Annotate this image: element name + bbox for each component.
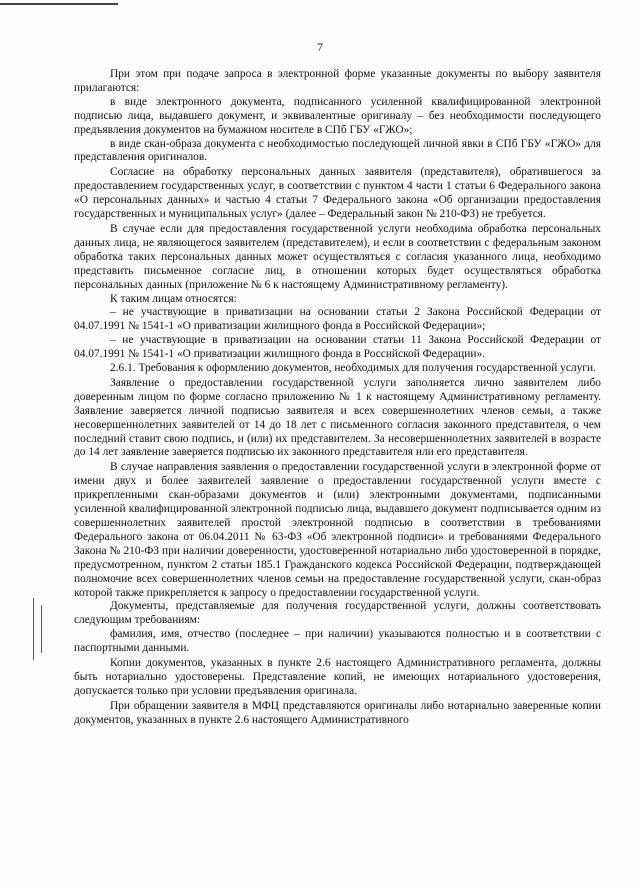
paragraph: в виде скан-образа документа с необходимостью последующей личной явки в СПб ГБУ «ГЖО» для представления оригиналов.	[74, 137, 601, 164]
margin-mark	[33, 598, 34, 660]
paragraph: Заявление о предоставлении государственной услуги заполняется лично заявителем либо доверенным лицом по форме согласно приложению № 1 к настоящему Административному регламенту. Заявление заверяется личной подписью заявителя и всех совершеннолетних членов семьи, а также несовершеннолетних заявителей от 14 до 18 лет с письменного согласия законного представителя, о чем последний ставит свою подпись, и (или) их представителем. За несовершеннолетних заявителей в возрасте до 14 лет заявление заверяется подписью их законного представителя или его представителя.	[74, 376, 601, 459]
paragraph: При обращении заявителя в МФЦ представляются оригиналы либо нотариально заверенные копии документов, указанных в пункте 2.6 настоящего Административного	[74, 699, 601, 726]
paragraph: фамилия, имя, отчество (последнее – при наличии) указываются полностью и в соответствии с паспортными данными.	[74, 628, 601, 655]
paragraph: В случае направления заявления о предоставлении государственной услуги в электронной форме от имени двух и более заявителей заявление о предоставлении государственной услуги вместе с прикрепленными скан-образами документов и (или) электронными документами, подписанными усиленной квалифицированной электронной подписью лица, выдавшего документ подписывается одним из совершеннолетних заявителей простой электронной подписью в соответствии в требованиями Федерального закона от 06.04.2011 № 63-ФЗ «Об электронной подписи» и требованиями Федерального Закона № 210-ФЗ при наличии доверенности, удостоверенной нотариально либо удостоверенной в порядке, предусмотренном, пунктом 2 статьи 185.1 Гражданского кодекса Российской Федерации, подтверждающей полномочие всех совершеннолетних членов семьи на предоставление государственной услуги, скан-образ которой также прикрепляется к запросу о предоставлении государственной услуги.	[74, 461, 601, 599]
page-number: 7	[317, 40, 323, 54]
paragraph: Согласие на обработку персональных данных заявителя (представителя), обратившегося за предоставлением государственных услуг, в соответствии с пунктом 4 части 1 статьи 6 Федерального закона «О персональных данных» и частью 4 статьи 7 Федерального закона «Об организации предоставления государственных и муниципальных услуг» (далее – Федеральный закон № 210-ФЗ) не требуется.	[74, 166, 601, 221]
paragraph: Документы, представляемые для получения государственной услуги, должны соответствовать следующим требованиям:	[74, 600, 601, 627]
top-border-line	[0, 3, 118, 5]
paragraph: 2.6.1. Требования к оформлению документов, необходимых для получения государственной услуги.	[110, 362, 596, 375]
paragraph: в виде электронного документа, подписанного усиленной квалифицированной электронной подписью лица, выдавшего документ, и эквивалентные оригиналу – без необходимости последующего предъявления документов на бумажном носителе в СПб ГБУ «ГЖО»;	[74, 95, 601, 136]
paragraph: – не участвующие в приватизации на основании статьи 11 Закона Российской Федерации от 04.07.1991 № 1541-1 «О приватизации жилищного фонда в Российской Федерации».	[74, 334, 601, 361]
paragraph: Копии документов, указанных в пункте 2.6 настоящего Административного регламента, должны быть нотариально удостоверены. Представление копий, не имеющих нотариального удостоверения, допускается только при условии предъявления оригинала.	[74, 657, 601, 697]
document-body	[74, 68, 601, 728]
paragraph: К таким лицам относятся:	[110, 292, 237, 305]
paragraph: – не участвующие в приватизации на основании статьи 2 Закона Российской Федерации от 04.07.1991 № 1541-1 «О приватизации жилищного фонда в Российской Федерации»;	[74, 306, 601, 333]
margin-mark	[41, 605, 42, 653]
paragraph: При этом при подаче запроса в электронной форме указанные документы по выбору заявителя прилагаются:	[74, 68, 601, 94]
paragraph: В случае если для предоставления государственной услуги необходима обработка персональных данных лица, не являющегося заявителем (представителем), и если в соответствии с федеральным законом обработка таких персональных данных может осуществляться с согласия указанного лица, необходимо представить письменное согласие лиц, в отношении которых будет осуществляться обработка персональных данных (приложение № 6 к настоящему Административному регламенту).	[74, 222, 601, 291]
